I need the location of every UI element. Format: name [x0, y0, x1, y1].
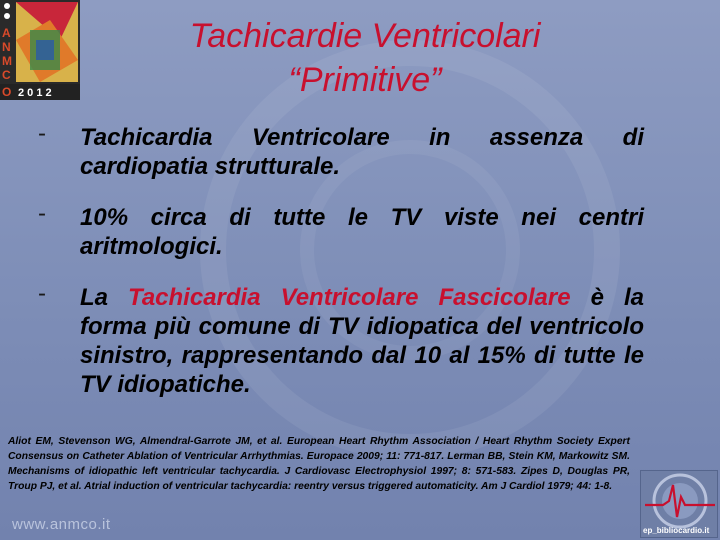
- ep-badge: [640, 470, 718, 538]
- bullet-dash: -: [38, 120, 46, 147]
- anmco-logo: [0, 0, 80, 100]
- logo-letter-o: O: [2, 85, 12, 99]
- bullet-dash: -: [38, 200, 46, 227]
- logo-letter-c: C: [2, 68, 11, 82]
- bullet-text-3-prefix: La: [80, 284, 129, 311]
- bullet-text-3-suffix: è la forma più comune di TV idiopatica del ventricolo sinistro, rappresentando dal 10 al 15% di tutte le TV idiopatiche.: [80, 284, 644, 398]
- bullet-text-3: [80, 283, 644, 399]
- title-line-2: “Primitive”: [288, 61, 442, 99]
- bullet-text-1: Tachicardia Ventricolare in assenza di cardiopatia strutturale.: [80, 124, 644, 180]
- logo-letter-m: M: [2, 54, 12, 68]
- slide-title: [110, 14, 620, 102]
- reference-citation: Aliot EM, Stevenson WG, Almendral-Garrote JM, et al. European Heart Rhythm Association / Heart Rhythm Society Expert Consensus on Catheter Ablation of Ventricular Arrhythmias. Europace 2009; 11: 771-817. Lerman BB, Stein KM, Markowitz SM. Mechanisms of idiopathic left ventricular tachycardia. J Cardiovasc Electrophysiol 1997; 8: 571-583. Zipes D, Douglas PR, Troup PJ, et al. Atrial induction of ventricular tachycardia: reentry versus triggered automaticity. Am J Cardiol 1979; 44: 1-8.: [8, 436, 630, 492]
- anmco-logo-graphic: [0, 0, 80, 100]
- logo-year: 2 0 1 2: [18, 87, 52, 99]
- title-line-1: Tachicardie Ventricolari: [189, 17, 541, 55]
- highlighted-term: Tachicardia Ventricolare Fascicolare: [128, 284, 571, 311]
- bullet-text-2: 10% circa di tutte le TV viste nei centri aritmologici.: [80, 204, 644, 260]
- logo-letter-a: A: [2, 26, 11, 40]
- bullet-dash: -: [38, 280, 46, 307]
- footer-url: www.anmco.it: [12, 516, 111, 533]
- logo-letter-n: N: [2, 40, 11, 54]
- badge-caption: ep_bibliocardio.it: [643, 526, 710, 535]
